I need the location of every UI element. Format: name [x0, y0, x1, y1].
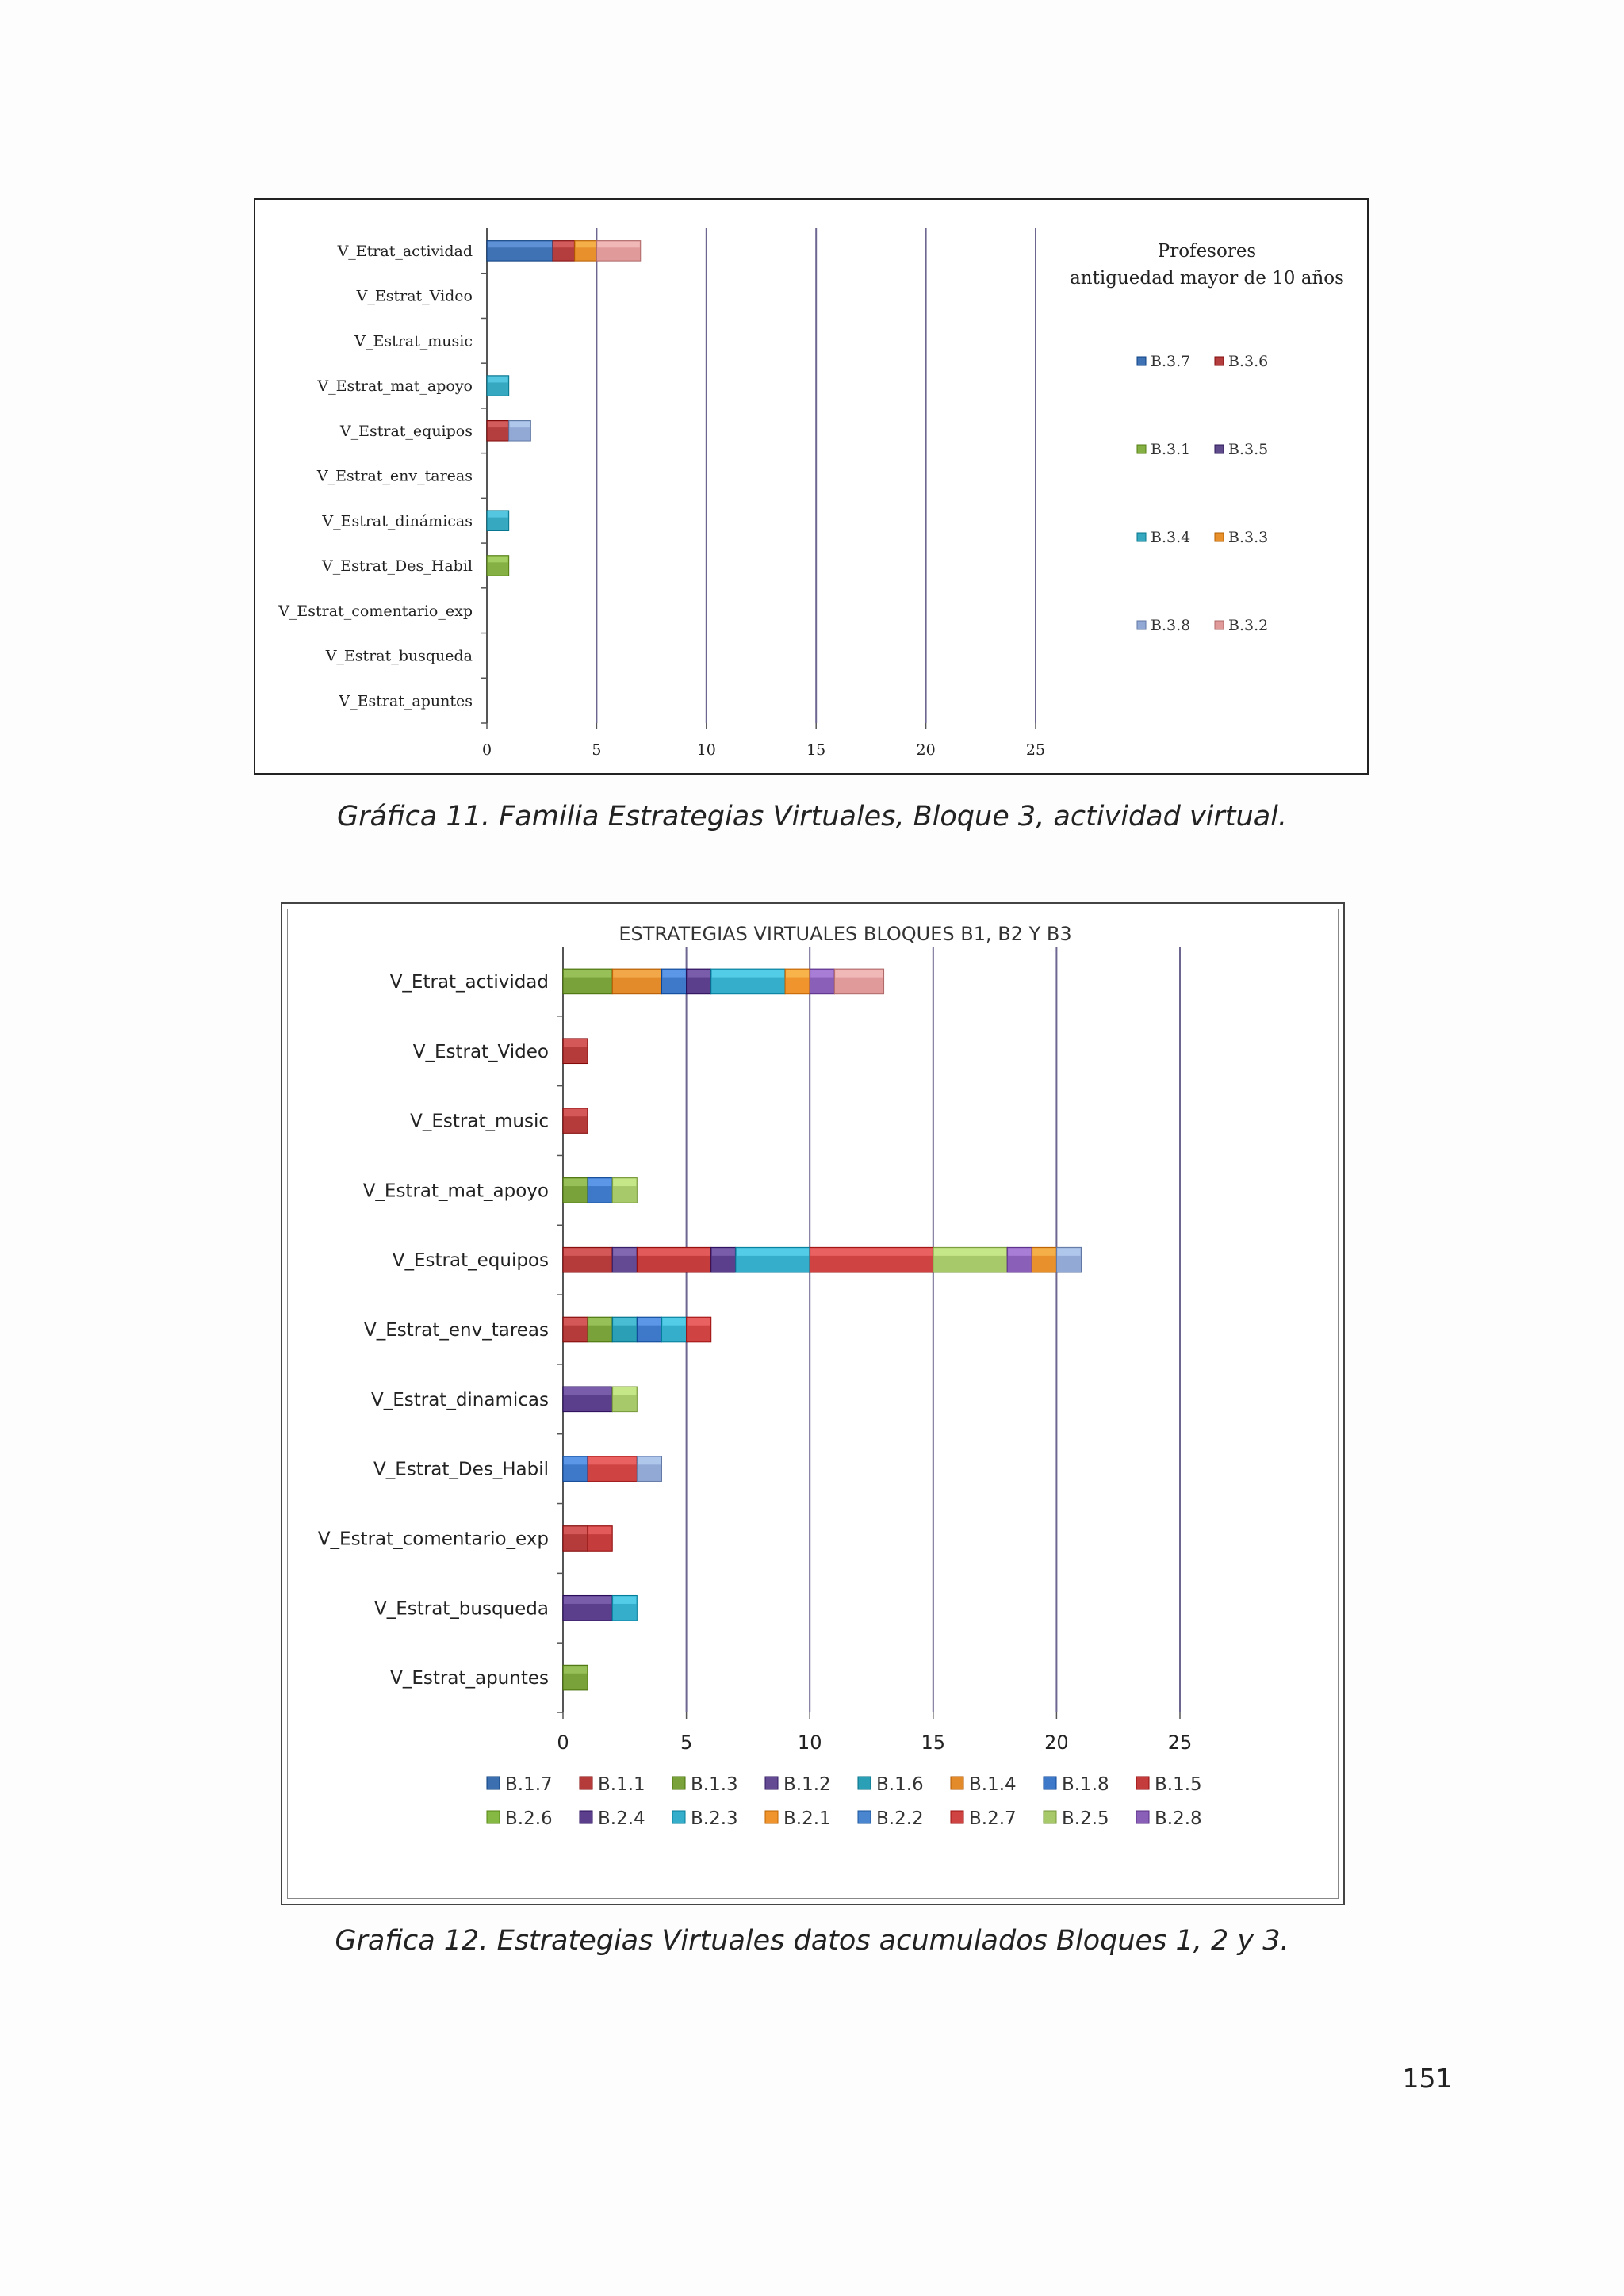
- category-label: V_Estrat_dinamicas: [370, 1389, 549, 1410]
- bar-highlight: [564, 1179, 587, 1186]
- category-label: V_Estrat_music: [354, 332, 473, 350]
- bar-highlight: [613, 1387, 636, 1395]
- chart-fig11-svg: [255, 200, 1370, 776]
- legend-swatch-B.1.7: [487, 1777, 500, 1789]
- legend-label-B.3.1: B.3.1: [1151, 441, 1191, 458]
- legend-label-B.3.3: B.3.3: [1228, 529, 1269, 546]
- legend-label-B.3.7: B.3.7: [1151, 353, 1191, 370]
- bar-highlight: [810, 1248, 933, 1255]
- x-tick-label: 15: [921, 1732, 946, 1754]
- chart-title-line1: Profesores: [1157, 241, 1257, 262]
- legend-swatch-B.3.5: [1215, 445, 1224, 453]
- bar-highlight: [712, 970, 784, 977]
- legend-label-B.1.6: B.1.6: [876, 1774, 924, 1795]
- x-tick-label: 10: [797, 1732, 822, 1754]
- bar-highlight: [564, 1248, 611, 1255]
- bar-highlight: [662, 1318, 685, 1325]
- legend-label-B.2.5: B.2.5: [1062, 1808, 1109, 1829]
- category-label: V_Etrat_actividad: [337, 243, 473, 261]
- legend-swatch-B.2.5: [1044, 1811, 1056, 1823]
- bar-highlight: [553, 242, 574, 248]
- bar-highlight: [638, 1248, 710, 1255]
- caption-fig12: Grafica 12. Estrategias Virtuales datos acumulados Bloques 1, 2 y 3.: [335, 1925, 1289, 1957]
- category-label: V_Estrat_comentario_exp: [278, 602, 473, 620]
- bar-highlight: [613, 1248, 636, 1255]
- bar-highlight: [934, 1248, 1006, 1255]
- bar-highlight: [564, 1318, 587, 1325]
- bar-highlight: [564, 1457, 587, 1464]
- legend-swatch-B.3.3: [1215, 533, 1224, 541]
- bar-highlight: [688, 970, 710, 977]
- legend-label-B.1.4: B.1.4: [969, 1774, 1017, 1795]
- legend-swatch-B.3.4: [1137, 533, 1146, 541]
- bar-highlight: [564, 1109, 587, 1116]
- bar-highlight: [597, 242, 639, 248]
- legend-label-B.3.2: B.3.2: [1228, 617, 1269, 634]
- legend-label-B.1.7: B.1.7: [505, 1774, 553, 1795]
- bar-highlight: [662, 970, 685, 977]
- bar-highlight: [510, 422, 530, 428]
- legend-swatch-B.2.7: [951, 1811, 963, 1823]
- legend-label-B.3.8: B.3.8: [1151, 617, 1191, 634]
- category-label: V_Estrat_busqueda: [325, 647, 473, 665]
- bar-highlight: [588, 1457, 636, 1464]
- chart-fig12-svg: [282, 904, 1346, 1907]
- category-label: V_Estrat_comentario_exp: [317, 1529, 549, 1550]
- legend-label-B.2.2: B.2.2: [876, 1808, 924, 1829]
- category-label: V_Estrat_Video: [356, 287, 473, 305]
- legend-label-B.1.8: B.1.8: [1062, 1774, 1109, 1795]
- bar-highlight: [1057, 1248, 1080, 1255]
- chart-title-line2: antiguedad mayor de 10 años: [1070, 268, 1344, 289]
- category-label: V_Estrat_Des_Habil: [373, 1459, 549, 1480]
- bar-highlight: [488, 422, 508, 428]
- legend-swatch-B.3.2: [1215, 621, 1224, 629]
- x-tick-label: 0: [557, 1732, 569, 1754]
- bar-highlight: [488, 557, 508, 563]
- legend-label-B.3.5: B.3.5: [1228, 441, 1269, 458]
- legend-swatch-B.1.4: [951, 1777, 963, 1789]
- bar-highlight: [564, 1527, 587, 1534]
- bar-highlight: [564, 1596, 611, 1603]
- legend-label-B.1.5: B.1.5: [1155, 1774, 1202, 1795]
- category-label: V_Estrat_dinámicas: [322, 512, 473, 530]
- legend-label-B.2.3: B.2.3: [691, 1808, 738, 1829]
- bar-highlight: [488, 377, 508, 383]
- legend-label-B.2.7: B.2.7: [969, 1808, 1017, 1829]
- legend-swatch-B.2.6: [487, 1811, 500, 1823]
- category-label: V_Estrat_equipos: [392, 1250, 549, 1272]
- bar-highlight: [638, 1457, 661, 1464]
- legend-swatch-B.3.7: [1137, 357, 1146, 365]
- bar-highlight: [1032, 1248, 1055, 1255]
- category-label: V_Estrat_env_tareas: [364, 1320, 549, 1341]
- bar-highlight: [488, 511, 508, 518]
- bar-highlight: [1008, 1248, 1031, 1255]
- bar-highlight: [613, 1318, 636, 1325]
- legend-label-B.1.3: B.1.3: [691, 1774, 738, 1795]
- legend-swatch-B.2.1: [765, 1811, 778, 1823]
- category-label: V_Estrat_mat_apoyo: [362, 1181, 549, 1202]
- category-label: V_Estrat_apuntes: [390, 1668, 549, 1689]
- chart-fig12: [281, 902, 1345, 1905]
- legend-swatch-B.2.4: [580, 1811, 592, 1823]
- category-label: V_Estrat_mat_apoyo: [317, 377, 473, 396]
- category-label: V_Estrat_Video: [412, 1041, 549, 1062]
- legend-label-B.2.4: B.2.4: [598, 1808, 645, 1829]
- legend-swatch-B.3.6: [1215, 357, 1224, 365]
- legend-swatch-B.2.2: [858, 1811, 871, 1823]
- bar-highlight: [588, 1527, 611, 1534]
- category-label: V_Estrat_busqueda: [373, 1598, 549, 1620]
- x-tick-label: 25: [1167, 1732, 1193, 1754]
- legend-label-B.3.6: B.3.6: [1228, 353, 1269, 370]
- category-label: V_Estrat_env_tareas: [316, 467, 473, 485]
- x-tick-label: 5: [680, 1732, 693, 1754]
- legend-label-B.3.4: B.3.4: [1151, 529, 1191, 546]
- x-tick-label: 20: [1044, 1732, 1069, 1754]
- bar-highlight: [564, 1666, 587, 1673]
- category-label: V_Etrat_actividad: [389, 971, 549, 993]
- bar-highlight: [835, 970, 883, 977]
- category-label: V_Estrat_equipos: [339, 422, 473, 440]
- legend-swatch-B.1.2: [765, 1777, 778, 1789]
- legend-swatch-B.1.8: [1044, 1777, 1056, 1789]
- legend-label-B.1.1: B.1.1: [598, 1774, 645, 1795]
- bar-highlight: [564, 1039, 587, 1047]
- bar-highlight: [810, 970, 833, 977]
- x-tick-label: 25: [1025, 741, 1046, 759]
- category-label: V_Estrat_Des_Habil: [322, 557, 473, 576]
- legend-swatch-B.1.5: [1136, 1777, 1149, 1789]
- bar-highlight: [564, 1387, 611, 1395]
- legend-label-B.2.1: B.2.1: [783, 1808, 831, 1829]
- legend-swatch-B.3.8: [1137, 621, 1146, 629]
- legend-swatch-B.2.3: [672, 1811, 685, 1823]
- legend-swatch-B.1.3: [672, 1777, 685, 1789]
- caption-fig11: Gráfica 11. Familia Estrategias Virtuales, Bloque 3, actividad virtual.: [337, 801, 1287, 832]
- category-label: V_Estrat_music: [410, 1111, 549, 1132]
- category-label: V_Estrat_apuntes: [339, 692, 473, 710]
- bar-highlight: [588, 1179, 611, 1186]
- bar-highlight: [786, 970, 809, 977]
- bar-highlight: [737, 1248, 809, 1255]
- legend-swatch-B.3.1: [1137, 445, 1146, 453]
- x-tick-label: 20: [916, 741, 936, 759]
- bar-highlight: [638, 1318, 661, 1325]
- legend-swatch-B.1.6: [858, 1777, 871, 1789]
- bar-highlight: [613, 1596, 636, 1603]
- bar-highlight: [613, 970, 661, 977]
- x-tick-label: 15: [806, 741, 826, 759]
- bar-highlight: [564, 970, 611, 977]
- x-tick-label: 5: [592, 741, 602, 759]
- bar-highlight: [712, 1248, 735, 1255]
- chart-title: ESTRATEGIAS VIRTUALES BLOQUES B1, B2 Y B3: [619, 923, 1072, 945]
- x-tick-label: 10: [696, 741, 716, 759]
- bar-highlight: [588, 1318, 611, 1325]
- legend-label-B.1.2: B.1.2: [783, 1774, 831, 1795]
- bar-highlight: [576, 242, 596, 248]
- chart-fig11: [254, 198, 1369, 775]
- legend-label-B.2.6: B.2.6: [505, 1808, 553, 1829]
- x-tick-label: 0: [481, 741, 492, 759]
- bar-highlight: [613, 1179, 636, 1186]
- page-number: 151: [1402, 2063, 1453, 2094]
- bar-highlight: [688, 1318, 710, 1325]
- legend-swatch-B.1.1: [580, 1777, 592, 1789]
- legend-label-B.2.8: B.2.8: [1155, 1808, 1202, 1829]
- legend-swatch-B.2.8: [1136, 1811, 1149, 1823]
- bar-highlight: [488, 242, 552, 248]
